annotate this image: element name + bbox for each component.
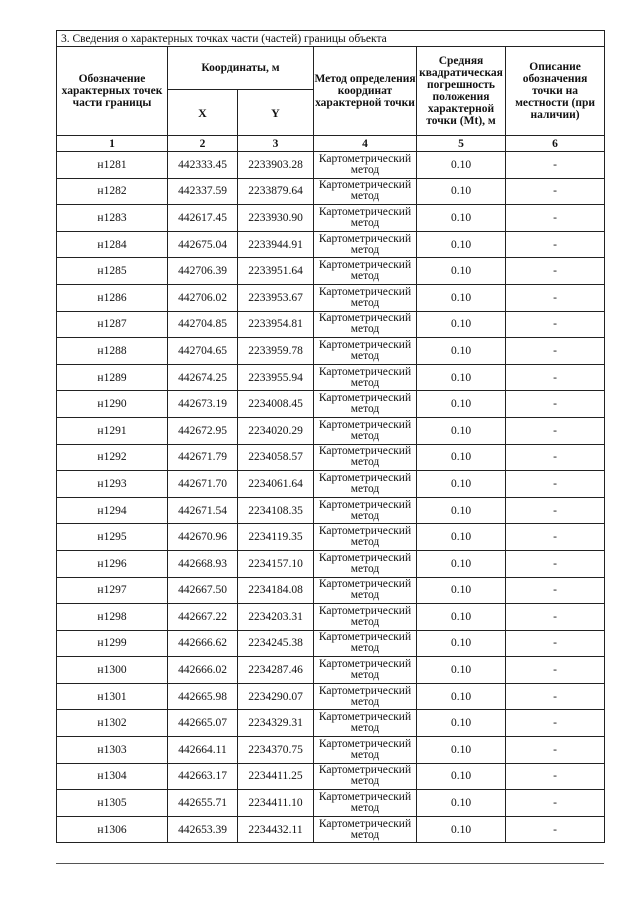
point-id-cell: н1292 — [57, 444, 168, 471]
coord-y-cell: 2234290.07 — [238, 683, 314, 710]
coord-x-cell: 442672.95 — [168, 417, 238, 444]
description-cell: - — [506, 178, 605, 205]
method-cell: Картометрический метод — [314, 364, 417, 391]
description-cell: - — [506, 444, 605, 471]
accuracy-cell: 0.10 — [417, 258, 506, 285]
table-row — [57, 630, 605, 657]
coord-y-cell: 2233903.28 — [238, 152, 314, 179]
coord-x-cell: 442664.11 — [168, 737, 238, 764]
coord-x-cell: 442671.79 — [168, 444, 238, 471]
table-row — [57, 497, 605, 524]
table-row — [57, 471, 605, 498]
description-cell: - — [506, 471, 605, 498]
document-sheet — [56, 30, 604, 843]
coord-y-cell: 2233879.64 — [238, 178, 314, 205]
coord-y-cell: 2234119.35 — [238, 524, 314, 551]
method-cell: Картометрический метод — [314, 630, 417, 657]
description-cell: - — [506, 816, 605, 843]
description-cell: - — [506, 497, 605, 524]
accuracy-cell: 0.10 — [417, 763, 506, 790]
method-cell: Картометрический метод — [314, 604, 417, 631]
header-point: Обозначение характерных точек части границы — [57, 47, 168, 136]
description-cell: - — [506, 311, 605, 338]
coord-y-cell: 2233954.81 — [238, 311, 314, 338]
coord-y-cell: 2234008.45 — [238, 391, 314, 418]
coord-y-cell: 2234287.46 — [238, 657, 314, 684]
description-cell: - — [506, 284, 605, 311]
coord-y-cell: 2233944.91 — [238, 231, 314, 258]
description-cell: - — [506, 391, 605, 418]
accuracy-cell: 0.10 — [417, 364, 506, 391]
footer-divider — [56, 863, 604, 864]
method-cell: Картометрический метод — [314, 258, 417, 285]
coord-y-cell: 2234370.75 — [238, 737, 314, 764]
coord-y-cell: 2234329.31 — [238, 710, 314, 737]
accuracy-cell: 0.10 — [417, 205, 506, 232]
coord-x-cell: 442666.02 — [168, 657, 238, 684]
description-cell: - — [506, 737, 605, 764]
point-id-cell: н1281 — [57, 152, 168, 179]
coord-y-cell: 2233955.94 — [238, 364, 314, 391]
coord-x-cell: 442655.71 — [168, 790, 238, 817]
table-row — [57, 284, 605, 311]
point-id-cell: н1286 — [57, 284, 168, 311]
coord-x-cell: 442666.62 — [168, 630, 238, 657]
description-cell: - — [506, 205, 605, 232]
coord-y-cell: 2234157.10 — [238, 550, 314, 577]
coord-x-cell: 442667.22 — [168, 604, 238, 631]
description-cell: - — [506, 258, 605, 285]
table-row — [57, 657, 605, 684]
accuracy-cell: 0.10 — [417, 790, 506, 817]
description-cell: - — [506, 657, 605, 684]
method-cell: Картометрический метод — [314, 391, 417, 418]
accuracy-cell: 0.10 — [417, 604, 506, 631]
table-row — [57, 444, 605, 471]
point-id-cell: н1287 — [57, 311, 168, 338]
coord-x-cell: 442333.45 — [168, 152, 238, 179]
coord-y-cell: 2234245.38 — [238, 630, 314, 657]
point-id-cell: н1290 — [57, 391, 168, 418]
accuracy-cell: 0.10 — [417, 152, 506, 179]
point-id-cell: н1297 — [57, 577, 168, 604]
table-row — [57, 231, 605, 258]
method-cell: Картометрический метод — [314, 550, 417, 577]
method-cell: Картометрический метод — [314, 790, 417, 817]
point-id-cell: н1299 — [57, 630, 168, 657]
accuracy-cell: 0.10 — [417, 524, 506, 551]
accuracy-cell: 0.10 — [417, 550, 506, 577]
coord-y-cell: 2234184.08 — [238, 577, 314, 604]
description-cell: - — [506, 231, 605, 258]
header-x: X — [168, 90, 238, 136]
method-cell: Картометрический метод — [314, 338, 417, 365]
coord-y-cell: 2233953.67 — [238, 284, 314, 311]
method-cell: Картометрический метод — [314, 657, 417, 684]
method-cell: Картометрический метод — [314, 444, 417, 471]
description-cell: - — [506, 790, 605, 817]
method-cell: Картометрический метод — [314, 284, 417, 311]
accuracy-cell: 0.10 — [417, 178, 506, 205]
coord-x-cell: 442706.39 — [168, 258, 238, 285]
accuracy-cell: 0.10 — [417, 471, 506, 498]
coord-x-cell: 442665.98 — [168, 683, 238, 710]
accuracy-cell: 0.10 — [417, 497, 506, 524]
coord-y-cell: 2233951.64 — [238, 258, 314, 285]
coord-x-cell: 442674.25 — [168, 364, 238, 391]
method-cell: Картометрический метод — [314, 311, 417, 338]
description-cell: - — [506, 364, 605, 391]
method-cell: Картометрический метод — [314, 471, 417, 498]
table-row — [57, 391, 605, 418]
table-row — [57, 338, 605, 365]
table-row — [57, 205, 605, 232]
table-body — [57, 152, 605, 843]
table-row — [57, 524, 605, 551]
point-id-cell: н1296 — [57, 550, 168, 577]
table-row — [57, 604, 605, 631]
table-row — [57, 737, 605, 764]
point-id-cell: н1306 — [57, 816, 168, 843]
point-id-cell: н1288 — [57, 338, 168, 365]
point-id-cell: н1302 — [57, 710, 168, 737]
point-id-cell: н1284 — [57, 231, 168, 258]
accuracy-cell: 0.10 — [417, 284, 506, 311]
section-title: 3. Сведения о характерных точках части (частей) границы объекта — [57, 31, 605, 47]
coord-x-cell: 442663.17 — [168, 763, 238, 790]
accuracy-cell: 0.10 — [417, 737, 506, 764]
point-id-cell: н1291 — [57, 417, 168, 444]
method-cell: Картометрический метод — [314, 205, 417, 232]
method-cell: Картометрический метод — [314, 577, 417, 604]
method-cell: Картометрический метод — [314, 152, 417, 179]
description-cell: - — [506, 524, 605, 551]
header-description: Описание обозначения точки на местности (при наличии) — [506, 47, 605, 136]
point-id-cell: н1298 — [57, 604, 168, 631]
coord-y-cell: 2234020.29 — [238, 417, 314, 444]
column-number: 1 — [57, 136, 168, 152]
method-cell: Картометрический метод — [314, 497, 417, 524]
accuracy-cell: 0.10 — [417, 231, 506, 258]
description-cell: - — [506, 683, 605, 710]
table-row — [57, 550, 605, 577]
point-id-cell: н1301 — [57, 683, 168, 710]
column-number: 5 — [417, 136, 506, 152]
method-cell: Картометрический метод — [314, 178, 417, 205]
point-id-cell: н1294 — [57, 497, 168, 524]
accuracy-cell: 0.10 — [417, 657, 506, 684]
method-cell: Картометрический метод — [314, 417, 417, 444]
description-cell: - — [506, 152, 605, 179]
coord-x-cell: 442665.07 — [168, 710, 238, 737]
description-cell: - — [506, 550, 605, 577]
table-row — [57, 790, 605, 817]
coord-x-cell: 442706.02 — [168, 284, 238, 311]
point-id-cell: н1283 — [57, 205, 168, 232]
header-method: Метод определения координат характерной точки — [314, 47, 417, 136]
column-number: 2 — [168, 136, 238, 152]
coord-x-cell: 442675.04 — [168, 231, 238, 258]
point-id-cell: н1295 — [57, 524, 168, 551]
accuracy-cell: 0.10 — [417, 577, 506, 604]
description-cell: - — [506, 710, 605, 737]
method-cell: Картометрический метод — [314, 816, 417, 843]
table-row — [57, 683, 605, 710]
table-row — [57, 258, 605, 285]
header-y: Y — [238, 90, 314, 136]
point-id-cell: н1289 — [57, 364, 168, 391]
coord-x-cell: 442668.93 — [168, 550, 238, 577]
coord-y-cell: 2234411.25 — [238, 763, 314, 790]
coord-x-cell: 442671.70 — [168, 471, 238, 498]
coord-y-cell: 2233959.78 — [238, 338, 314, 365]
coord-x-cell: 442667.50 — [168, 577, 238, 604]
coord-x-cell: 442337.59 — [168, 178, 238, 205]
header-coords: Координаты, м — [168, 47, 314, 90]
point-id-cell: н1282 — [57, 178, 168, 205]
table-row — [57, 364, 605, 391]
method-cell: Картометрический метод — [314, 737, 417, 764]
accuracy-cell: 0.10 — [417, 710, 506, 737]
coord-x-cell: 442704.65 — [168, 338, 238, 365]
point-id-cell: н1300 — [57, 657, 168, 684]
coord-x-cell: 442673.19 — [168, 391, 238, 418]
point-id-cell: н1285 — [57, 258, 168, 285]
table-row — [57, 417, 605, 444]
point-id-cell: н1304 — [57, 763, 168, 790]
coord-x-cell: 442653.39 — [168, 816, 238, 843]
coord-y-cell: 2233930.90 — [238, 205, 314, 232]
table-row — [57, 178, 605, 205]
table-row — [57, 577, 605, 604]
method-cell: Картометрический метод — [314, 710, 417, 737]
coord-x-cell: 442671.54 — [168, 497, 238, 524]
point-id-cell: н1293 — [57, 471, 168, 498]
method-cell: Картометрический метод — [314, 231, 417, 258]
table-row — [57, 311, 605, 338]
coord-x-cell: 442704.85 — [168, 311, 238, 338]
table-row — [57, 816, 605, 843]
accuracy-cell: 0.10 — [417, 311, 506, 338]
boundary-points-table — [56, 30, 605, 843]
coord-y-cell: 2234108.35 — [238, 497, 314, 524]
table-row — [57, 763, 605, 790]
coord-x-cell: 442670.96 — [168, 524, 238, 551]
description-cell: - — [506, 417, 605, 444]
method-cell: Картометрический метод — [314, 524, 417, 551]
coord-y-cell: 2234432.11 — [238, 816, 314, 843]
description-cell: - — [506, 763, 605, 790]
point-id-cell: н1305 — [57, 790, 168, 817]
accuracy-cell: 0.10 — [417, 417, 506, 444]
column-number: 6 — [506, 136, 605, 152]
method-cell: Картометрический метод — [314, 763, 417, 790]
accuracy-cell: 0.10 — [417, 444, 506, 471]
description-cell: - — [506, 630, 605, 657]
header-accuracy: Средняя квадратическая погрешность положения характерной точки (Mt), м — [417, 47, 506, 136]
description-cell: - — [506, 577, 605, 604]
coord-x-cell: 442617.45 — [168, 205, 238, 232]
column-number: 4 — [314, 136, 417, 152]
column-number: 3 — [238, 136, 314, 152]
accuracy-cell: 0.10 — [417, 338, 506, 365]
description-cell: - — [506, 604, 605, 631]
description-cell: - — [506, 338, 605, 365]
coord-y-cell: 2234058.57 — [238, 444, 314, 471]
accuracy-cell: 0.10 — [417, 630, 506, 657]
accuracy-cell: 0.10 — [417, 391, 506, 418]
accuracy-cell: 0.10 — [417, 816, 506, 843]
coord-y-cell: 2234061.64 — [238, 471, 314, 498]
table-row — [57, 152, 605, 179]
point-id-cell: н1303 — [57, 737, 168, 764]
coord-y-cell: 2234411.10 — [238, 790, 314, 817]
accuracy-cell: 0.10 — [417, 683, 506, 710]
method-cell: Картометрический метод — [314, 683, 417, 710]
table-row — [57, 710, 605, 737]
coord-y-cell: 2234203.31 — [238, 604, 314, 631]
